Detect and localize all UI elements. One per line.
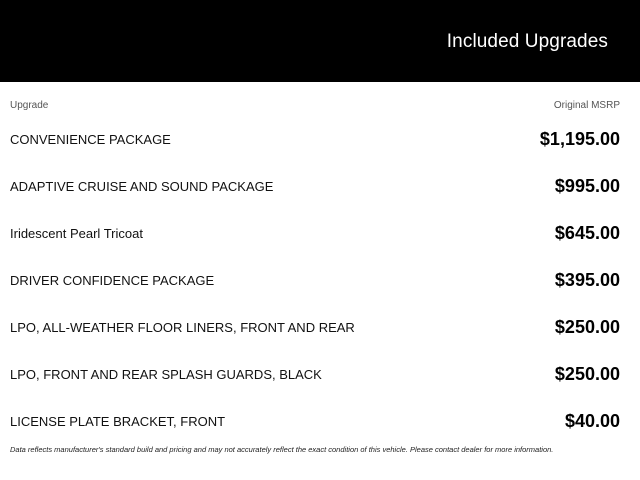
upgrade-price: $250.00 xyxy=(554,364,620,384)
upgrade-price: $395.00 xyxy=(554,270,620,290)
column-header-upgrade: Upgrade xyxy=(10,100,49,111)
upgrade-row xyxy=(0,350,640,397)
upgrade-name: CONVENIENCE PACKAGE xyxy=(10,132,171,147)
column-header-msrp: Original MSRP xyxy=(553,100,620,111)
upgrade-name: DRIVER CONFIDENCE PACKAGE xyxy=(10,273,215,288)
upgrades-list xyxy=(0,115,640,444)
header-title: Included Upgrades xyxy=(446,31,608,52)
upgrade-price: $645.00 xyxy=(554,223,620,243)
upgrade-price: $1,195.00 xyxy=(539,129,620,149)
upgrade-name: LPO, ALL-WEATHER FLOOR LINERS, FRONT AND REAR xyxy=(10,320,355,335)
upgrade-row xyxy=(0,303,640,350)
upgrade-row xyxy=(0,162,640,209)
upgrade-price: $250.00 xyxy=(554,317,620,337)
upgrade-name: LPO, FRONT AND REAR SPLASH GUARDS, BLACK xyxy=(10,367,322,382)
upgrade-row xyxy=(0,209,640,256)
upgrade-name: Iridescent Pearl Tricoat xyxy=(10,226,143,241)
disclaimer-text: Data reflects manufacturer's standard build and pricing and may not accurately reflect the exact condition of this vehicle. Please contact dealer for more information. xyxy=(10,445,554,454)
upgrade-name: LICENSE PLATE BRACKET, FRONT xyxy=(10,414,226,429)
upgrade-price: $40.00 xyxy=(564,411,620,431)
upgrade-row xyxy=(0,256,640,303)
upgrade-row xyxy=(0,397,640,444)
upgrade-name: ADAPTIVE CRUISE AND SOUND PACKAGE xyxy=(10,179,274,194)
upgrade-row xyxy=(0,115,640,162)
header-bar xyxy=(0,0,640,82)
upgrade-price: $995.00 xyxy=(554,176,620,196)
